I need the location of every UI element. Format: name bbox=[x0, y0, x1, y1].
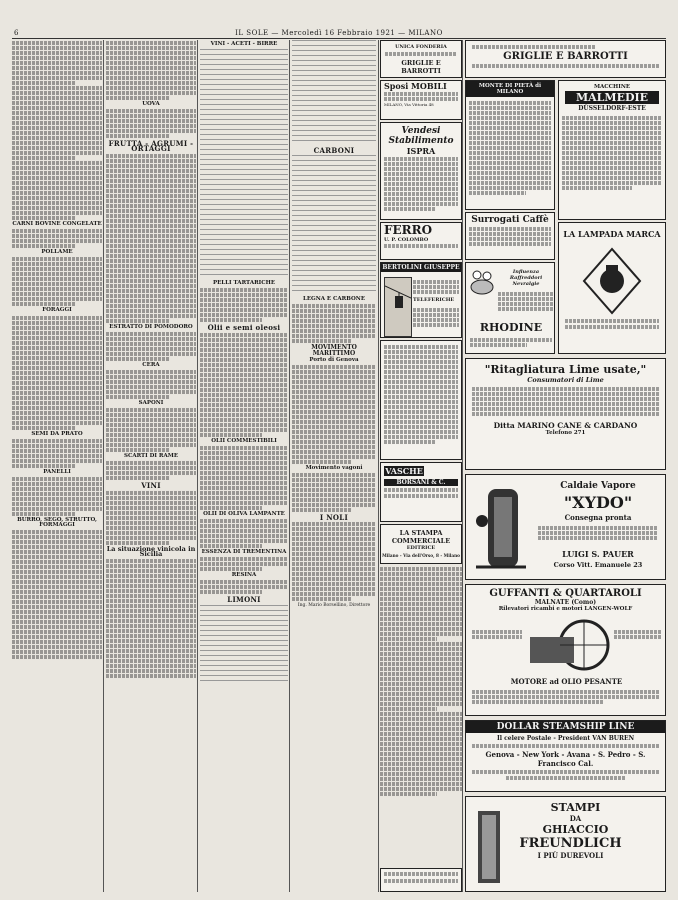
market-column-2 bbox=[106, 40, 196, 892]
section-heading: I NOLI bbox=[319, 513, 349, 523]
column-divider bbox=[197, 40, 198, 892]
section-heading: Olii e semi oleosi bbox=[207, 323, 281, 333]
ice-mold-illustration bbox=[472, 807, 506, 887]
price-table bbox=[292, 155, 376, 295]
ad-bertolini: BERTOLINI GIUSEPPE TELEFERICHE bbox=[380, 262, 462, 338]
page-number: 6 bbox=[14, 29, 19, 37]
price-table bbox=[200, 605, 288, 685]
market-column-1 bbox=[12, 40, 102, 892]
ad-vendesi: Vendesi Stabilimento ISPRA bbox=[380, 122, 462, 220]
section-heading: CARBONI bbox=[313, 146, 355, 155]
section-heading: VINI - ACETI - BIRRE bbox=[210, 41, 278, 47]
ad-xydo: Caldaie Vapore "XYDO" Consegna pronta LUIGI S. PAUER Corso Vitt. Emanuele 23 bbox=[465, 474, 666, 580]
ad-fonderia: UNICA FONDERIA GRIGLIE E BARROTTI bbox=[380, 40, 462, 78]
column-divider bbox=[289, 40, 290, 892]
ad-stampa-commerciale: LA STAMPA COMMERCIALE EDITRICE Milano - Via dell'Orso, 8 - Milano bbox=[380, 524, 462, 564]
ad-monitore-prestiti bbox=[380, 868, 462, 892]
section-heading: CARNI BOVINE CONGELATE bbox=[12, 221, 102, 227]
cableway-illustration bbox=[384, 277, 412, 337]
lamp-logo bbox=[580, 245, 644, 317]
column-divider bbox=[103, 40, 104, 892]
section-heading: VINI bbox=[141, 481, 161, 491]
section-heading: SCARTI DI RAME bbox=[123, 453, 179, 460]
footer-credit: Ing. Mario Borsellino, Direttore bbox=[297, 603, 371, 609]
page-header: IL SOLE — Mercoledì 16 Febbraio 1921 — MILANO bbox=[235, 29, 443, 37]
section-heading: RESINA bbox=[231, 572, 257, 579]
section-heading: La situazione vinicola in Sicilia bbox=[106, 544, 196, 558]
ad-surrogati: Surrogati Caffè bbox=[465, 212, 555, 260]
market-column-3 bbox=[200, 40, 288, 892]
notices-column bbox=[380, 566, 462, 866]
section-heading: CERA bbox=[142, 361, 160, 368]
section-heading: SEMI DA PRATO bbox=[31, 430, 83, 437]
page-folio bbox=[0, 0, 678, 37]
section-heading: OLII COMMESTIBILI bbox=[211, 437, 277, 444]
section-heading: ESTRATTO DI POMODORO bbox=[109, 323, 193, 330]
section-heading: BURRO, SEGO, STRUTTO, FORMAGGI bbox=[17, 517, 97, 529]
section-heading: ESSENZA DI TREMENTINA bbox=[201, 549, 287, 556]
ad-pubblicazioni bbox=[380, 340, 462, 460]
ad-monte-pieta: MONTE DI PIETÀ di MILANO bbox=[465, 80, 555, 210]
section-heading: LEGNA E CARBONE bbox=[302, 296, 366, 303]
section-heading: POLLAME bbox=[41, 249, 73, 256]
section-heading: OLII DI OLIVA LAMPANTE bbox=[203, 510, 285, 517]
header-rule bbox=[12, 38, 666, 39]
ad-ferro: FERRO U. P. COLOMBO bbox=[380, 222, 462, 260]
ad-lampada: LA LAMPADA MARCA bbox=[558, 222, 666, 354]
section-heading: FORAGGI bbox=[42, 307, 72, 314]
price-table bbox=[292, 40, 376, 145]
section-heading: LIMONI bbox=[227, 595, 261, 605]
section-heading: PANELLI bbox=[43, 468, 71, 475]
ad-freundlich: STAMPI DA GHIACCIO FREUNDLICH I PIÙ DUREVOLI bbox=[465, 796, 666, 892]
section-heading: PELLI TARTARICHE bbox=[212, 280, 276, 287]
section-heading: UOVA bbox=[142, 101, 160, 107]
column-divider bbox=[378, 40, 379, 892]
pills-illustration bbox=[469, 267, 495, 297]
section-heading: SAPONI bbox=[138, 400, 164, 407]
ad-guffanti: GUFFANTI & QUARTAROLI MALNATE (Como) Rilevatori ricambi e motori LANGEN-WOLF MOTORE ad OLIO PESANTE bbox=[465, 584, 666, 716]
section-heading: Movimento vagoni bbox=[305, 465, 363, 472]
section-heading: MOVIMENTO MARITTIMO bbox=[311, 344, 357, 357]
ad-fonderia-right: GRIGLIE E BARROTTI bbox=[465, 40, 666, 78]
ad-vasche: VASCHE BORSANI & C. bbox=[380, 462, 462, 522]
ad-mobili: Sposi MOBILI MILANO, Via Vittoria 48 bbox=[380, 80, 462, 120]
market-column-4 bbox=[292, 40, 376, 892]
ad-malmedie: MACCHINE MALMEDIE DÜSSELDORF-ESTE bbox=[558, 80, 666, 220]
boiler-illustration bbox=[472, 481, 530, 575]
ad-dollar-line: DOLLAR STEAMSHIP LINE Il celere Postale - President VAN BUREN Genova - New York - Avana - S. Pedro - S. Francisco Cal. bbox=[465, 720, 666, 792]
section-heading: FRUTTA - AGRUMI - ORTAGGI bbox=[108, 139, 194, 154]
engine-illustration bbox=[526, 617, 610, 673]
ad-rhodine: Influenza Raffreddori Nevralgie RHODINE bbox=[465, 262, 555, 354]
ad-ritagliatura: "Ritagliatura Lime usate," Consumatori di Lime Ditta MARINO CANE & CARDANO Telefono 271 bbox=[465, 358, 666, 470]
article-body bbox=[12, 41, 102, 220]
column-divider bbox=[462, 40, 463, 892]
section-subheading: Porto di Genova bbox=[309, 356, 359, 363]
price-table bbox=[200, 49, 288, 279]
